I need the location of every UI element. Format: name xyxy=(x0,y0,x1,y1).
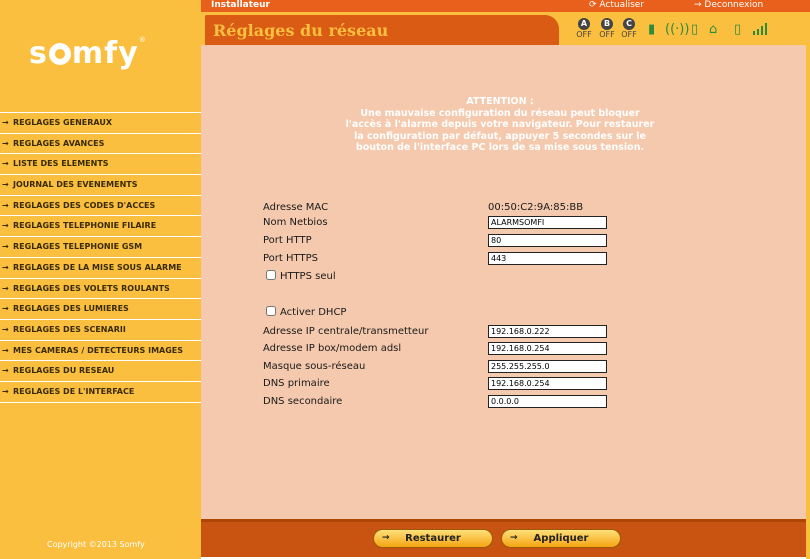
user-role: Installateur xyxy=(211,0,270,10)
netbios-label: Nom Netbios xyxy=(263,217,328,228)
mac-address-label: Adresse MAC xyxy=(263,202,329,213)
arrow-right-icon: → xyxy=(2,304,9,314)
https-only-label: HTTPS seul xyxy=(280,271,336,282)
zone-a-icon: A xyxy=(578,18,590,30)
zone-b-icon: B xyxy=(601,18,613,30)
zone-c-status: C OFF xyxy=(621,19,637,39)
arrow-right-icon: → xyxy=(510,533,518,543)
arrow-right-icon: → xyxy=(2,200,9,210)
http-port-label: Port HTTP xyxy=(263,235,312,246)
refresh-icon: ⟳ xyxy=(589,0,600,10)
dns-primary-label: DNS primaire xyxy=(263,378,330,389)
dhcp-row xyxy=(266,306,346,320)
zone-c-icon: C xyxy=(623,18,635,30)
page-title: Réglages du réseau xyxy=(213,21,389,40)
sidebar-item-liste-elements[interactable]: → LISTE DES ELEMENTS xyxy=(0,154,201,175)
door-icon: ▯ xyxy=(734,22,742,37)
sidebar-item-reglages-avances[interactable]: → REGLAGES AVANCES xyxy=(0,134,201,155)
dhcp-label: Activer DHCP xyxy=(280,307,347,318)
network-settings-panel xyxy=(201,45,806,519)
arrow-right-icon: → xyxy=(2,345,9,355)
mac-address-value: 00:50:C2:9A:85:BB xyxy=(488,202,584,213)
gsm-signal-icon xyxy=(752,22,770,40)
sidebar-item-telephonie-filaire[interactable]: → REGLAGES TELEPHONIE FILAIRE xyxy=(0,216,201,237)
sidebar-item-cameras[interactable]: → MES CAMERAS / DETECTEURS IMAGES xyxy=(0,341,201,362)
title-tab xyxy=(205,15,559,45)
sidebar-menu xyxy=(0,112,201,403)
arrow-right-icon: → xyxy=(2,324,9,334)
https-only-row xyxy=(266,270,336,284)
arrow-right-icon: → xyxy=(2,262,9,272)
copyright: Copyright ©2013 Somfy xyxy=(47,540,145,549)
sidebar-item-scenarii[interactable]: → REGLAGES DES SCENARII xyxy=(0,320,201,341)
logout-link[interactable]: → Deconnexion xyxy=(694,0,764,10)
right-edge xyxy=(806,12,810,559)
subnet-mask-label: Masque sous-réseau xyxy=(263,361,366,372)
refresh-link[interactable]: ⟳ Actualiser xyxy=(589,0,645,10)
dns-primary-field[interactable] xyxy=(488,377,607,390)
arrow-right-icon: → xyxy=(2,138,9,148)
dns-secondary-label: DNS secondaire xyxy=(263,396,343,407)
sidebar-item-journal-evenements[interactable]: → JOURNAL DES EVENEMENTS xyxy=(0,175,201,196)
netbios-field[interactable] xyxy=(488,216,607,229)
arrow-right-icon: → xyxy=(2,366,9,376)
restore-button[interactable]: → Restaurer xyxy=(373,529,493,548)
gateway-label: Adresse IP box/modem adsl xyxy=(263,343,402,354)
home-alarm-icon: ⌂ xyxy=(709,22,718,37)
ip-address-label: Adresse IP centrale/transmetteur xyxy=(263,326,429,337)
ip-address-field[interactable] xyxy=(488,325,607,338)
arrow-right-icon: → xyxy=(2,283,9,293)
arrow-right-icon: → xyxy=(382,533,390,543)
zone-a-status: A OFF xyxy=(576,19,592,39)
sidebar-item-mise-sous-alarme[interactable]: → REGLAGES DE LA MISE SOUS ALARME xyxy=(0,258,201,279)
arrow-right-icon: → xyxy=(2,159,9,169)
https-only-checkbox[interactable] xyxy=(266,270,276,280)
sidebar-item-reseau[interactable]: → REGLAGES DU RESEAU xyxy=(0,361,201,382)
warning-message xyxy=(341,96,659,154)
arrow-right-icon: → xyxy=(2,386,9,396)
arrow-right-icon: → xyxy=(2,118,9,127)
zone-b-status: B OFF xyxy=(599,19,615,39)
footer-bar xyxy=(201,519,806,557)
arrow-right-icon: → xyxy=(2,221,9,231)
sidebar-item-interface[interactable]: → REGLAGES DE L'INTERFACE xyxy=(0,382,201,403)
battery-icon: ▮ xyxy=(648,22,656,37)
http-port-field[interactable] xyxy=(488,234,607,247)
warning-text: Une mauvaise configuration du réseau peut bloquer l'accès à l'alarme depuis votre navigateur. Pour restaurer la configuration par défaut, appuyer 5 secondes sur le bouton de l'interface PC lors de sa mise sous tension. xyxy=(345,107,655,153)
https-port-label: Port HTTPS xyxy=(263,253,318,264)
sidebar-item-telephonie-gsm[interactable]: → REGLAGES TELEPHONIE GSM xyxy=(0,237,201,258)
radio-signal-icon: ((·)) xyxy=(665,22,690,37)
sidebar-item-reglages-generaux[interactable]: → REGLAGES GENERAUX xyxy=(0,113,201,134)
sidebar-item-lumieres[interactable]: → REGLAGES DES LUMIERES xyxy=(0,299,201,320)
apply-button[interactable]: → Appliquer xyxy=(501,529,621,548)
gateway-field[interactable] xyxy=(488,342,607,355)
top-bar xyxy=(201,0,810,12)
subnet-mask-field[interactable] xyxy=(488,360,607,373)
arrow-right-icon: → xyxy=(694,0,705,10)
dhcp-checkbox[interactable] xyxy=(266,306,276,316)
sidebar xyxy=(0,0,201,559)
dns-secondary-field[interactable] xyxy=(488,395,607,408)
sidebar-item-codes-acces[interactable]: → REGLAGES DES CODES D'ACCES xyxy=(0,196,201,217)
keypad-icon: ▯ xyxy=(691,22,699,37)
sidebar-item-volets-roulants[interactable]: → REGLAGES DES VOLETS ROULANTS xyxy=(0,279,201,300)
https-port-field[interactable] xyxy=(488,252,607,265)
warning-title: ATTENTION : xyxy=(466,96,534,107)
somfy-logo: s mfy® xyxy=(29,36,147,71)
title-bar xyxy=(201,12,810,45)
arrow-right-icon: → xyxy=(2,242,9,252)
arrow-right-icon: → xyxy=(2,180,9,190)
